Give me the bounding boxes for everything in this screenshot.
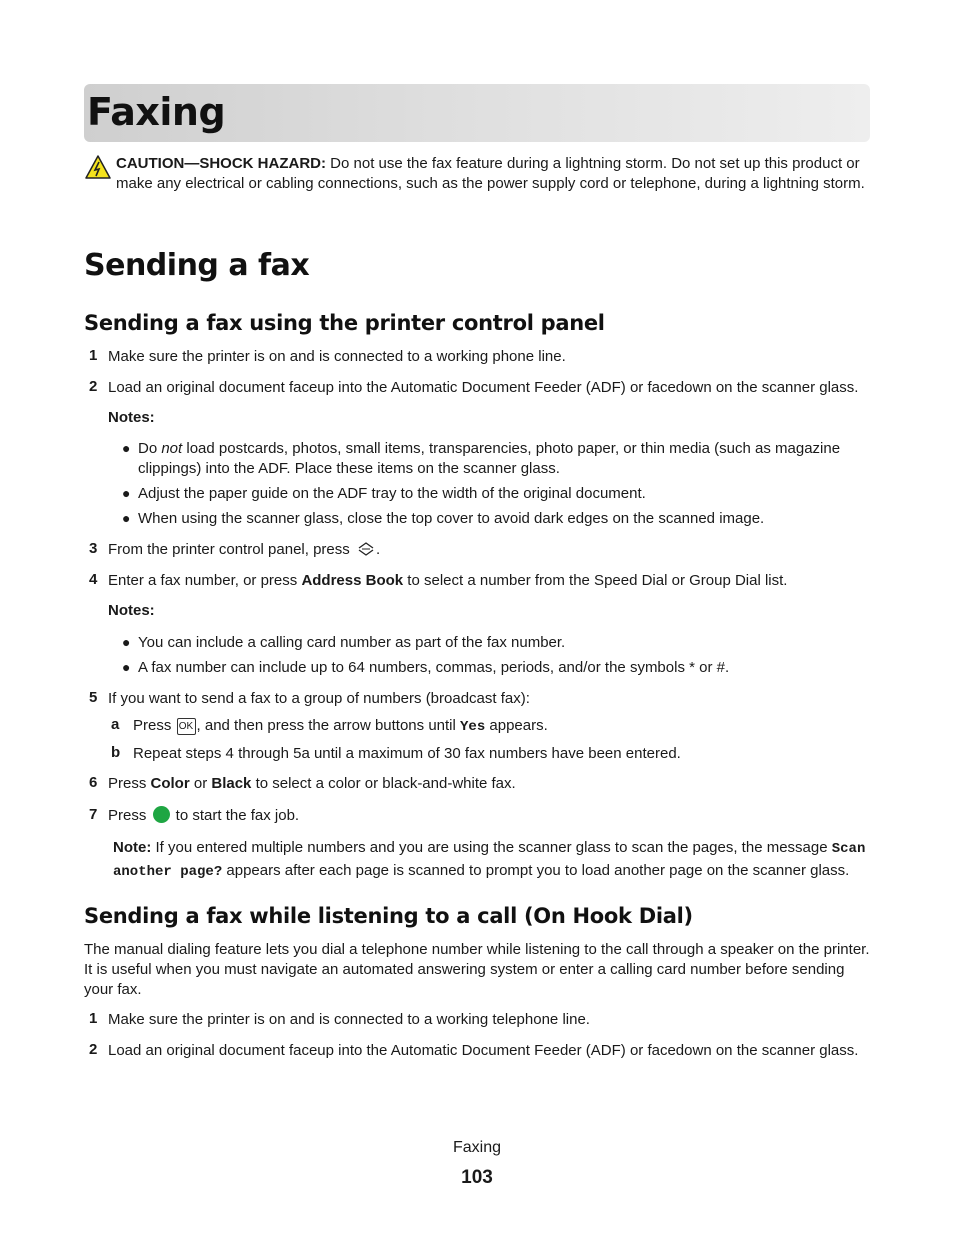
step-text: Load an original document faceup into the Automatic Document Feeder (ADF) or facedown on the scanner glass. bbox=[108, 379, 859, 396]
intro-paragraph: The manual dialing feature lets you dial a telephone number while listening to the call through a speaker on the printer. It is useful when you must navigate an automated answering system or enter a calling card number before sending your fax. bbox=[84, 941, 870, 998]
caution-text: Do not use the fax feature during a lightning storm. Do not set up this product or make any electrical or cabling connections, such as the power supply cord or telephone, during a lightning storm. bbox=[116, 155, 865, 192]
chapter-title: Faxing bbox=[87, 90, 226, 134]
substep-letter: a bbox=[111, 716, 120, 733]
step-number: 1 bbox=[89, 1010, 98, 1027]
footer-chapter-label: Faxing bbox=[452, 1139, 502, 1156]
bullet-text: A fax number can include up to 64 numbers, commas, periods, and/or the symbols * or #. bbox=[138, 659, 730, 676]
notes-label: Notes: bbox=[108, 409, 155, 426]
bullet-text: When using the scanner glass, close the top cover to avoid dark edges on the scanned image. bbox=[138, 510, 765, 527]
caution-paragraph bbox=[116, 154, 872, 194]
warning-shock-icon bbox=[85, 155, 111, 179]
fax-icon bbox=[356, 541, 376, 557]
notes-label: Notes: bbox=[108, 602, 155, 619]
step-number: 7 bbox=[89, 806, 98, 823]
substep-text: Press OK , and then press the arrow buttons until Yes appears. bbox=[133, 717, 548, 735]
bullet-dot: ● bbox=[122, 510, 131, 526]
step-text: Load an original document faceup into the Automatic Document Feeder (ADF) or facedown on the scanner glass. bbox=[108, 1042, 859, 1059]
ok-button-icon: OK bbox=[177, 718, 196, 735]
bullet-text: You can include a calling card number as part of the fax number. bbox=[138, 634, 566, 651]
step-number: 5 bbox=[89, 689, 98, 706]
step-text: Make sure the printer is on and is connected to a working phone line. bbox=[108, 348, 566, 365]
note-paragraph: Note: If you entered multiple numbers and you are using the scanner glass to scan the pages, the message Scan another page? appears after each page is scanned to prompt you to load another page on the scanner glass. bbox=[113, 839, 866, 880]
step-text: Press Color or Black to select a color or black-and-white fax. bbox=[108, 775, 516, 792]
step-number: 4 bbox=[89, 571, 98, 588]
step-text: From the printer control panel, press . bbox=[108, 541, 381, 558]
page-number: 103 bbox=[461, 1167, 493, 1188]
step-text: If you want to send a fax to a group of numbers (broadcast fax): bbox=[108, 690, 530, 707]
start-button-icon bbox=[153, 806, 170, 823]
substep-text: Repeat steps 4 through 5a until a maximum of 30 fax numbers have been entered. bbox=[133, 745, 681, 762]
bullet-dot: ● bbox=[122, 659, 131, 675]
step-text: Press to start the fax job. bbox=[108, 807, 300, 824]
step-number: 3 bbox=[89, 540, 98, 557]
bullet-text: Adjust the paper guide on the ADF tray to the width of the original document. bbox=[138, 485, 646, 502]
step-text: Enter a fax number, or press Address Book to select a number from the Speed Dial or Group Dial list. bbox=[108, 572, 788, 589]
bullet-text: Do not load postcards, photos, small items, transparencies, photo paper, or thin media (such as magazine clippings) into the ADF. Place these items on the scanner glass. bbox=[138, 440, 841, 477]
step-number: 1 bbox=[89, 347, 98, 364]
step-number: 6 bbox=[89, 774, 98, 791]
bullet-dot: ● bbox=[122, 485, 131, 501]
section-title: Sending a fax bbox=[84, 248, 310, 283]
caution-label: CAUTION—SHOCK HAZARD: bbox=[116, 155, 326, 172]
bullet-dot: ● bbox=[122, 634, 131, 650]
subsection-title-control-panel: Sending a fax using the printer control panel bbox=[84, 311, 605, 335]
bullet-dot: ● bbox=[122, 440, 131, 456]
step-number: 2 bbox=[89, 378, 98, 395]
subsection-title-on-hook-dial: Sending a fax while listening to a call (On Hook Dial) bbox=[84, 904, 693, 928]
substep-letter: b bbox=[111, 744, 121, 761]
step-number: 2 bbox=[89, 1041, 98, 1058]
step-text: Make sure the printer is on and is connected to a working telephone line. bbox=[108, 1011, 590, 1028]
